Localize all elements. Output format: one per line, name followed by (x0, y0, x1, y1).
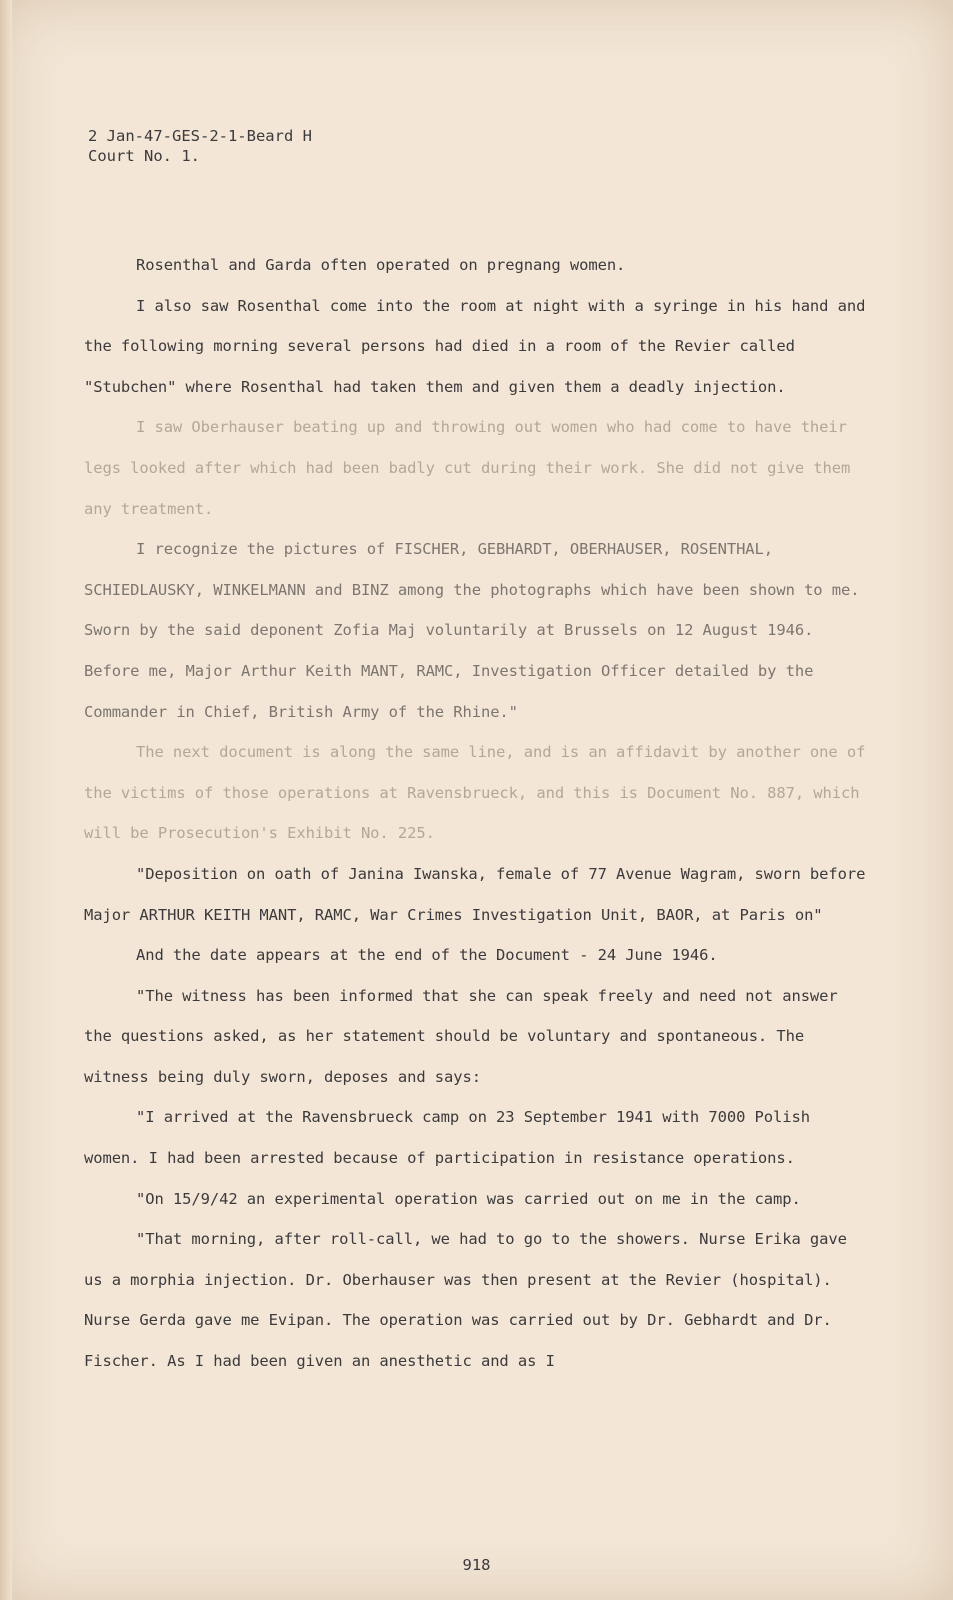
page-number: 918 (462, 1556, 491, 1574)
paragraph-2: I also saw Rosenthal come into the room at night with a syringe in his hand and the following morning several persons had died in a room of the Revier called "Stubchen" where Rosenthal had taken them and given them a deadly injection. (84, 296, 866, 396)
paragraph-8: "The witness has been informed that she can speak freely and need not answer the questions asked, as her statement should be voluntary and spontaneous. The witness being duly sworn, deposes and says: (84, 986, 838, 1086)
paragraph-6: "Deposition on oath of Janina Iwanska, female of 77 Avenue Wagram, sworn before Major ARTHUR KEITH MANT, RAMC, War Crimes Investigation Unit, BAOR, at Paris on" (84, 864, 866, 924)
paragraph-10: "On 15/9/42 an experimental operation was carried out on me in the camp. (136, 1189, 801, 1208)
paragraph-1: Rosenthal and Garda often operated on pregnang women. (136, 256, 626, 274)
page-edge (0, 0, 12, 1600)
paragraph-5: The next document is along the same line, and is an affidavit by another one of the victims of those operations at Ravensbrueck, and this is Document No. 887, which will be Prosecution's Exhibit No. 225. (84, 743, 866, 843)
paragraph-7: And the date appears at the end of the Document - 24 June 1946. (136, 946, 718, 965)
header-line-1: 2 Jan-47-GES-2-1-Beard H (88, 127, 312, 145)
document-header (88, 126, 312, 166)
header-line-2: Court No. 1. (88, 147, 200, 165)
document-body (84, 245, 874, 1382)
paragraph-9: "I arrived at the Ravensbrueck camp on 23 September 1941 with 7000 Polish women. I had been arrested because of participation in resistance operations. (84, 1108, 810, 1168)
paragraph-4: I recognize the pictures of FISCHER, GEBHARDT, OBERHAUSER, ROSENTHAL, SCHIEDLAUSKY, WINKELMANN and BINZ among the photographs which have been shown to me. Sworn by the said deponent Zofia Maj voluntarily at Brussels on 12 August 1946. Before me, Major Arthur Keith MANT, RAMC, Investigation Officer detailed by the Commander in Chief, British Army of the Rhine." (84, 540, 860, 721)
paragraph-11: "That morning, after roll-call, we had to go to the showers. Nurse Erika gave us a morphia injection. Dr. Oberhauser was then present at the Revier (hospital). Nurse Gerda gave me Evipan. The operation was carried out by Dr. Gebhardt and Dr. Fischer. As I had been given an anesthetic and as I (84, 1230, 847, 1371)
paragraph-3: I saw Oberhauser beating up and throwing out women who had come to have their legs looked after which had been badly cut during their work. She did not give them any treatment. (84, 418, 851, 518)
